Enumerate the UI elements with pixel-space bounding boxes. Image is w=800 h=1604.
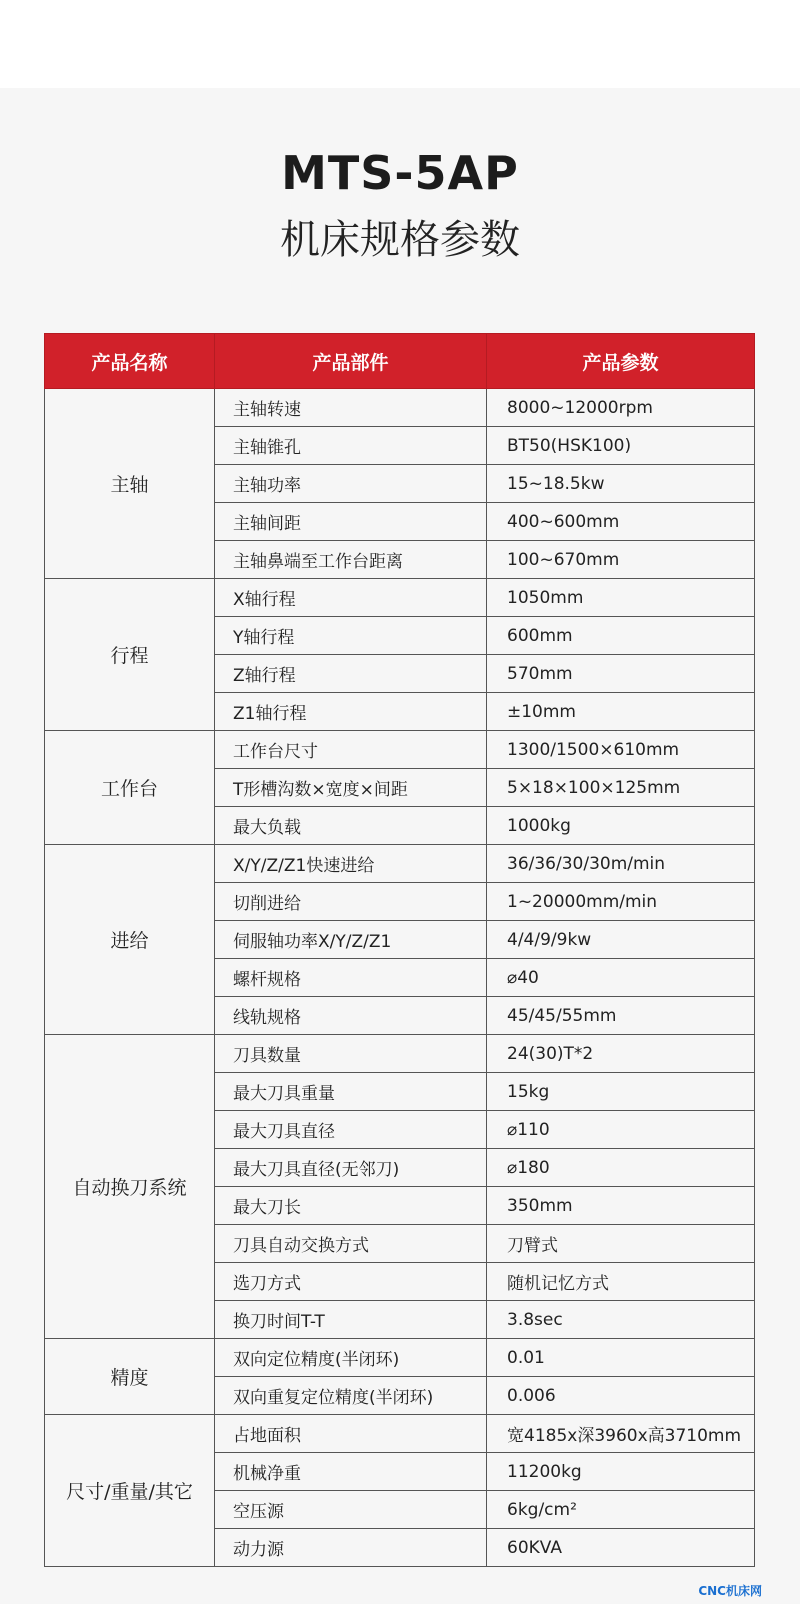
value-cell: 0.01	[487, 1339, 755, 1377]
value-cell: 100~670mm	[487, 541, 755, 579]
category-cell: 尺寸/重量/其它	[45, 1415, 215, 1567]
part-cell: 工作台尺寸	[215, 731, 487, 769]
header-product-name: 产品名称	[45, 334, 215, 389]
value-cell: 400~600mm	[487, 503, 755, 541]
value-cell: 600mm	[487, 617, 755, 655]
part-cell: 刀具数量	[215, 1035, 487, 1073]
table-row	[45, 389, 755, 427]
value-cell: 15kg	[487, 1073, 755, 1111]
category-cell: 自动换刀系统	[45, 1035, 215, 1339]
part-cell: 最大负载	[215, 807, 487, 845]
value-cell: 刀臂式	[487, 1225, 755, 1263]
value-cell: 8000~12000rpm	[487, 389, 755, 427]
value-cell: 4/4/9/9kw	[487, 921, 755, 959]
part-cell: Z1轴行程	[215, 693, 487, 731]
part-cell: 动力源	[215, 1529, 487, 1567]
value-cell: 1000kg	[487, 807, 755, 845]
part-cell: 主轴鼻端至工作台距离	[215, 541, 487, 579]
part-cell: 双向定位精度(半闭环)	[215, 1339, 487, 1377]
watermark-text: CNC机床网	[698, 1584, 762, 1598]
part-cell: 主轴间距	[215, 503, 487, 541]
part-cell: 主轴锥孔	[215, 427, 487, 465]
value-cell: 0.006	[487, 1377, 755, 1415]
part-cell: X轴行程	[215, 579, 487, 617]
page-subtitle: 机床规格参数	[280, 217, 520, 263]
value-cell: 1050mm	[487, 579, 755, 617]
part-cell: 切削进给	[215, 883, 487, 921]
category-cell: 精度	[45, 1339, 215, 1415]
value-cell: 570mm	[487, 655, 755, 693]
part-cell: 最大刀具直径(无邻刀)	[215, 1149, 487, 1187]
value-cell: 宽4185x深3960x高3710mm	[487, 1415, 755, 1453]
spec-table	[44, 333, 755, 1567]
part-cell: X/Y/Z/Z1快速进给	[215, 845, 487, 883]
category-cell: 主轴	[45, 389, 215, 579]
part-cell: 占地面积	[215, 1415, 487, 1453]
value-cell: 随机记忆方式	[487, 1263, 755, 1301]
part-cell: 最大刀具直径	[215, 1111, 487, 1149]
value-cell: ⌀40	[487, 959, 755, 997]
table-header-row	[45, 334, 755, 389]
part-cell: 双向重复定位精度(半闭环)	[215, 1377, 487, 1415]
part-cell: 选刀方式	[215, 1263, 487, 1301]
value-cell: ⌀180	[487, 1149, 755, 1187]
value-cell: ⌀110	[487, 1111, 755, 1149]
spec-table-body	[45, 389, 755, 1567]
part-cell: 伺服轴功率X/Y/Z/Z1	[215, 921, 487, 959]
table-row	[45, 579, 755, 617]
value-cell: 1~20000mm/min	[487, 883, 755, 921]
value-cell: 6kg/cm²	[487, 1491, 755, 1529]
value-cell: 60KVA	[487, 1529, 755, 1567]
value-cell: 5×18×100×125mm	[487, 769, 755, 807]
header-product-part: 产品部件	[215, 334, 487, 389]
part-cell: Z轴行程	[215, 655, 487, 693]
part-cell: 螺杆规格	[215, 959, 487, 997]
value-cell: ±10mm	[487, 693, 755, 731]
category-cell: 工作台	[45, 731, 215, 845]
value-cell: 11200kg	[487, 1453, 755, 1491]
value-cell: 45/45/55mm	[487, 997, 755, 1035]
value-cell: 36/36/30/30m/min	[487, 845, 755, 883]
table-row	[45, 1339, 755, 1377]
part-cell: T形槽沟数×宽度×间距	[215, 769, 487, 807]
part-cell: 最大刀长	[215, 1187, 487, 1225]
header-product-param: 产品参数	[487, 334, 755, 389]
part-cell: 线轨规格	[215, 997, 487, 1035]
table-row	[45, 845, 755, 883]
table-row	[45, 1035, 755, 1073]
part-cell: Y轴行程	[215, 617, 487, 655]
value-cell: 1300/1500×610mm	[487, 731, 755, 769]
value-cell: 3.8sec	[487, 1301, 755, 1339]
part-cell: 主轴功率	[215, 465, 487, 503]
part-cell: 机械净重	[215, 1453, 487, 1491]
part-cell: 主轴转速	[215, 389, 487, 427]
value-cell: 350mm	[487, 1187, 755, 1225]
value-cell: BT50(HSK100)	[487, 427, 755, 465]
part-cell: 空压源	[215, 1491, 487, 1529]
table-row	[45, 1415, 755, 1453]
part-cell: 最大刀具重量	[215, 1073, 487, 1111]
category-cell: 行程	[45, 579, 215, 731]
part-cell: 换刀时间T-T	[215, 1301, 487, 1339]
page-title: MTS-5AP	[281, 146, 519, 200]
value-cell: 15~18.5kw	[487, 465, 755, 503]
value-cell: 24(30)T*2	[487, 1035, 755, 1073]
part-cell: 刀具自动交换方式	[215, 1225, 487, 1263]
category-cell: 进给	[45, 845, 215, 1035]
table-row	[45, 731, 755, 769]
top-white-band	[0, 0, 800, 88]
